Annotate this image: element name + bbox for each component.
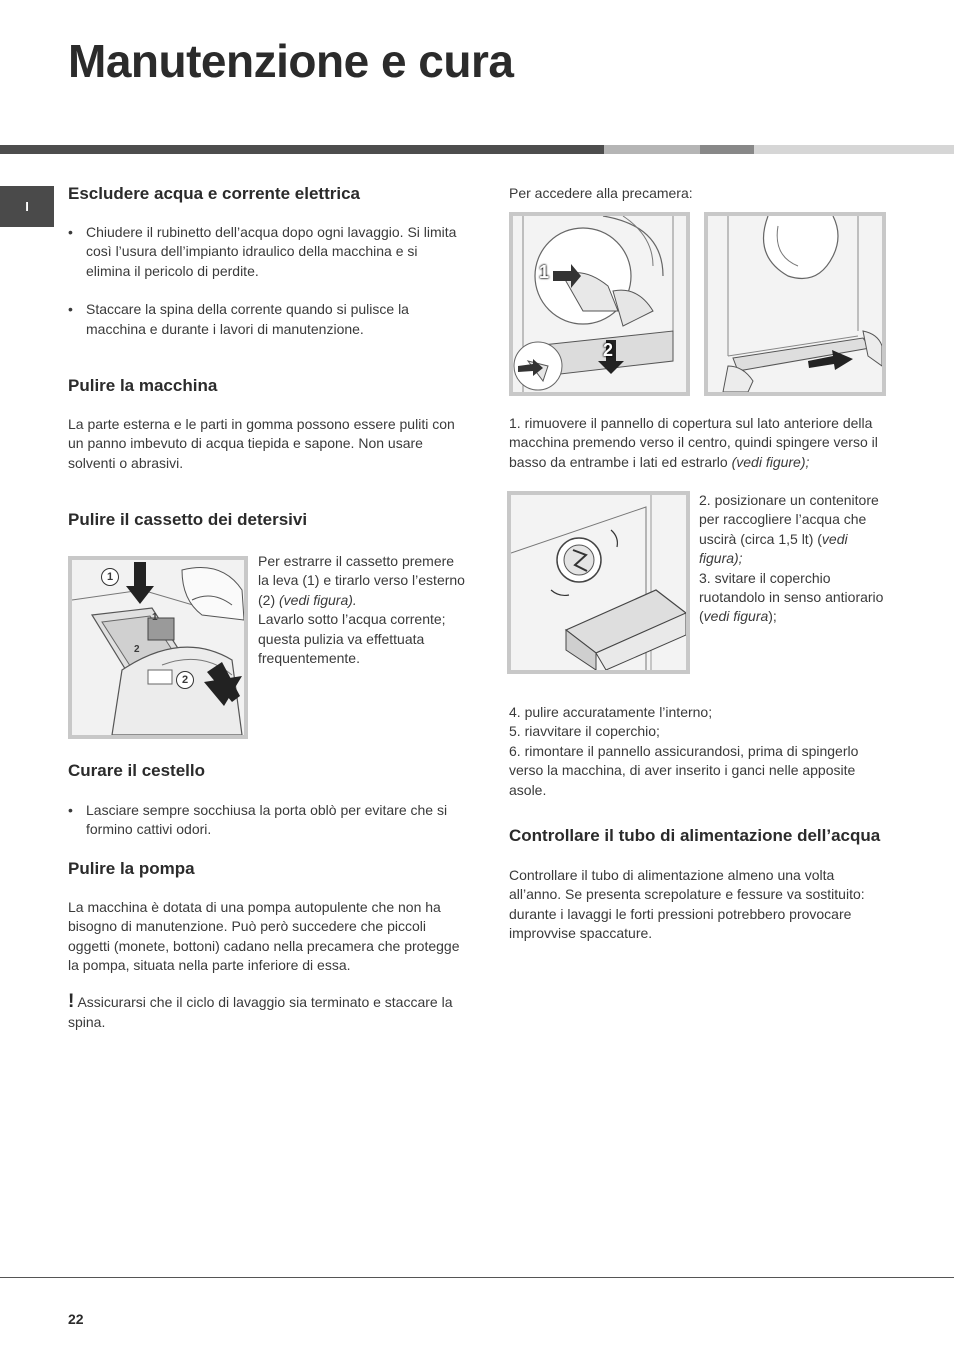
drawer-illustration bbox=[72, 560, 244, 735]
bullet-list bbox=[68, 223, 463, 339]
section-heading: Pulire la pompa bbox=[68, 858, 195, 878]
paragraph: La macchina è dotata di una pompa autopulente che non ha bisogno di manutenzione. Può però succedere che piccoli oggetti (monete, bottoni) cadano nella precamera che protegge la pompa, situata nella parte inferiore di essa. bbox=[68, 898, 460, 974]
figure-label-1: 1 bbox=[101, 568, 119, 586]
step-1-italic: (vedi figure); bbox=[731, 453, 810, 470]
page-title: Manutenzione e cura bbox=[68, 35, 514, 87]
section-heading: Pulire la macchina bbox=[68, 376, 218, 396]
step-4: 4. pulire accuratamente l’interno; bbox=[509, 704, 713, 720]
warning-paragraph bbox=[68, 992, 463, 1032]
step-3-end: ); bbox=[768, 608, 777, 625]
pump-cover-illustration bbox=[511, 495, 686, 670]
panel-removal-figure-b bbox=[704, 212, 886, 396]
step-2-text: 2. posizionare un contenitore per raccogliere l’acqua che uscirà (circa 1,5 lt) ( bbox=[699, 492, 879, 547]
left-column-lower bbox=[68, 761, 463, 1032]
warning-icon: ! bbox=[68, 991, 75, 1013]
figure-label-small-1: 1 bbox=[152, 612, 158, 623]
drawer-text-b: Lavarlo sotto l’acqua corrente; questa pulizia va effettuata frequentemente. bbox=[258, 611, 446, 667]
step-2-italic: vedi figura); bbox=[699, 530, 848, 567]
figure-label-small-2: 2 bbox=[134, 644, 140, 655]
pump-cover-figure bbox=[507, 491, 690, 674]
warning-text: Assicurarsi che il ciclo di lavaggio sia terminato e staccare la spina. bbox=[68, 994, 453, 1030]
panel-removal-illustration-b bbox=[708, 216, 882, 392]
drawer-instructions bbox=[258, 552, 468, 668]
step-6: 6. rimontare il pannello assicurandosi, prima di spingerlo verso la macchina, di aver inserito i ganci nelle apposite asole. bbox=[509, 742, 859, 798]
section-heading: Controllare il tubo di alimentazione dell’acqua bbox=[509, 826, 881, 846]
right-column-lower bbox=[509, 703, 889, 944]
list-item: • Staccare la spina della corrente quando si pulisce la macchina e durante i lavori di manutenzione. bbox=[68, 300, 463, 339]
section-heading: Curare il cestello bbox=[68, 761, 206, 780]
step-3-text: 3. svitare il coperchio ruotandolo in senso antiorario ( bbox=[699, 569, 884, 625]
steps-2-3 bbox=[699, 491, 889, 627]
paragraph: La parte esterna e le parti in gomma possono essere puliti con un panno imbevuto di acqua tiepida e sapone. Non usare solventi o abrasivi. bbox=[68, 416, 455, 471]
detergent-drawer-figure bbox=[68, 556, 248, 739]
list-item: • Chiudere il rubinetto dell’acqua dopo ogni lavaggio. Si limita così l’usura dell’impianto idraulico della macchina e si elimina il pericolo di perdite. bbox=[68, 223, 463, 281]
left-column bbox=[68, 184, 463, 530]
footer-rule bbox=[0, 1277, 954, 1278]
precamera-intro: Per accedere alla precamera: bbox=[509, 185, 693, 201]
language-tab: I bbox=[0, 186, 54, 227]
step-5: 5. riavvitare il coperchio; bbox=[509, 723, 660, 740]
step-3-italic: vedi figura bbox=[703, 608, 769, 625]
section-heading: Escludere acqua e corrente elettrica bbox=[68, 184, 360, 203]
page-number: 22 bbox=[68, 1311, 84, 1327]
list-item: • Lasciare sempre socchiusa la porta oblò per evitare che si formino cattivi odori. bbox=[68, 801, 463, 840]
drawer-text-italic: (vedi figura). bbox=[279, 591, 357, 608]
panel-removal-figure-a bbox=[509, 212, 690, 396]
figure-label-2: 2 bbox=[603, 340, 614, 360]
step-1 bbox=[509, 414, 889, 472]
bullet-list bbox=[68, 801, 463, 840]
paragraph: Controllare il tubo di alimentazione almeno una volta all’anno. Se presenta screpolature e fessure va sostituito: durante i lavaggi le forti pressioni potrebbero provocare improvvise spaccature. bbox=[509, 867, 865, 942]
panel-removal-illustration-a bbox=[513, 216, 686, 392]
step-1-text: 1. rimuovere il pannello di copertura sul lato anteriore della macchina premendo verso il centro, quindi spingere verso il basso da entrambe i lati ed estrarlo bbox=[509, 415, 878, 470]
header-bar-mid bbox=[604, 145, 700, 154]
header-bar-light bbox=[754, 145, 954, 154]
figure-label-2: 2 bbox=[176, 671, 194, 689]
figure-label-1: 1 bbox=[539, 262, 550, 282]
section-heading: Pulire il cassetto dei detersivi bbox=[68, 510, 308, 530]
header-bar-dark bbox=[0, 145, 604, 154]
header-bar-gray bbox=[700, 145, 754, 154]
drawer-text-a: Per estrarre il cassetto premere la leva (1) e tirarlo verso l’esterno (2) bbox=[258, 553, 465, 608]
